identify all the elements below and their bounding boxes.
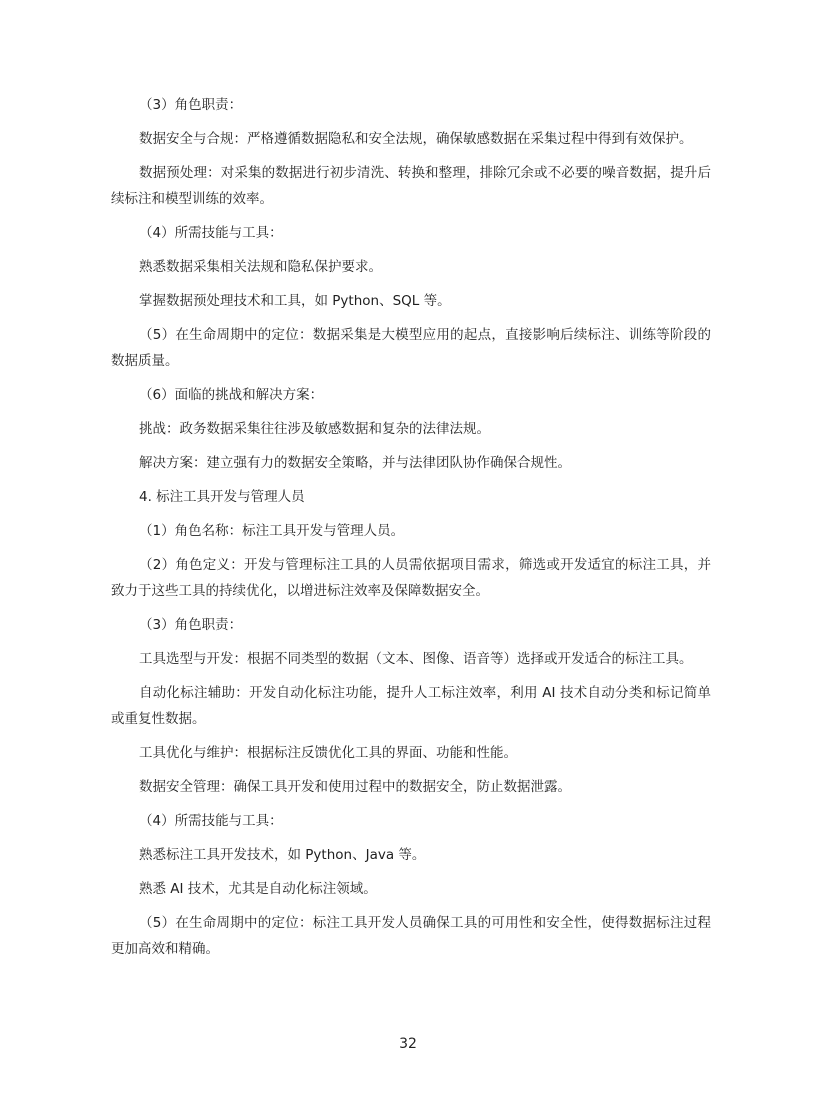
heading-role-duties-2: （3）角色职责：: [139, 617, 243, 633]
paragraph-ai-tech: 熟悉 AI 技术，尤其是自动化标注领域。: [139, 881, 377, 897]
paragraph-data-preprocessing: 数据预处理：对采集的数据进行初步清洗、转换和整理，排除冗余或不必要的噪音数据，提升后续标注和模型训练的效率。: [111, 165, 711, 207]
paragraph-tool-optimization: 工具优化与维护：根据标注反馈优化工具的界面、功能和性能。: [139, 745, 517, 761]
paragraph-solution: 解决方案：建立强有力的数据安全策略，并与法律团队协作确保合规性。: [139, 455, 571, 471]
page-number: 32: [399, 1036, 417, 1052]
paragraph-data-security-management: 数据安全管理：确保工具开发和使用过程中的数据安全，防止数据泄露。: [139, 779, 571, 795]
paragraph-role-name: （1）角色名称：标注工具开发与管理人员。: [139, 523, 405, 539]
paragraph-lifecycle-position-2: （5）在生命周期中的定位：标注工具开发人员确保工具的可用性和安全性，使得数据标注过程更加高效和精确。: [111, 915, 711, 957]
heading-role-duties: （3）角色职责：: [139, 97, 243, 113]
paragraph-role-definition: （2）角色定义：开发与管理标注工具的人员需依据项目需求，筛选或开发适宜的标注工具，并致力于这些工具的持续优化，以增进标注效率及保障数据安全。: [111, 557, 711, 599]
section-heading-annotation-tools: 4. 标注工具开发与管理人员: [139, 489, 305, 505]
paragraph-data-security: 数据安全与合规：严格遵循数据隐私和安全法规，确保敏感数据在采集过程中得到有效保护。: [139, 131, 693, 147]
heading-challenges: （6）面临的挑战和解决方案：: [139, 387, 324, 403]
paragraph-auto-annotation: 自动化标注辅助：开发自动化标注功能，提升人工标注效率，利用 AI 技术自动分类和标记简单或重复性数据。: [111, 685, 711, 727]
heading-skills-tools-2: （4）所需技能与工具：: [139, 813, 283, 829]
paragraph-tool-selection: 工具选型与开发：根据不同类型的数据（文本、图像、语音等）选择或开发适合的标注工具。: [139, 651, 693, 667]
document-body: [111, 92, 711, 970]
paragraph-regulations: 熟悉数据采集相关法规和隐私保护要求。: [139, 259, 382, 275]
paragraph-challenge: 挑战：政务数据采集往往涉及敏感数据和复杂的法律法规。: [139, 421, 490, 437]
heading-skills-tools: （4）所需技能与工具：: [139, 225, 283, 241]
paragraph-preprocessing-tools: 掌握数据预处理技术和工具，如 Python、SQL 等。: [139, 293, 451, 309]
paragraph-lifecycle-position: （5）在生命周期中的定位：数据采集是大模型应用的起点，直接影响后续标注、训练等阶段的数据质量。: [111, 327, 711, 369]
paragraph-dev-tech: 熟悉标注工具开发技术，如 Python、Java 等。: [139, 847, 426, 863]
